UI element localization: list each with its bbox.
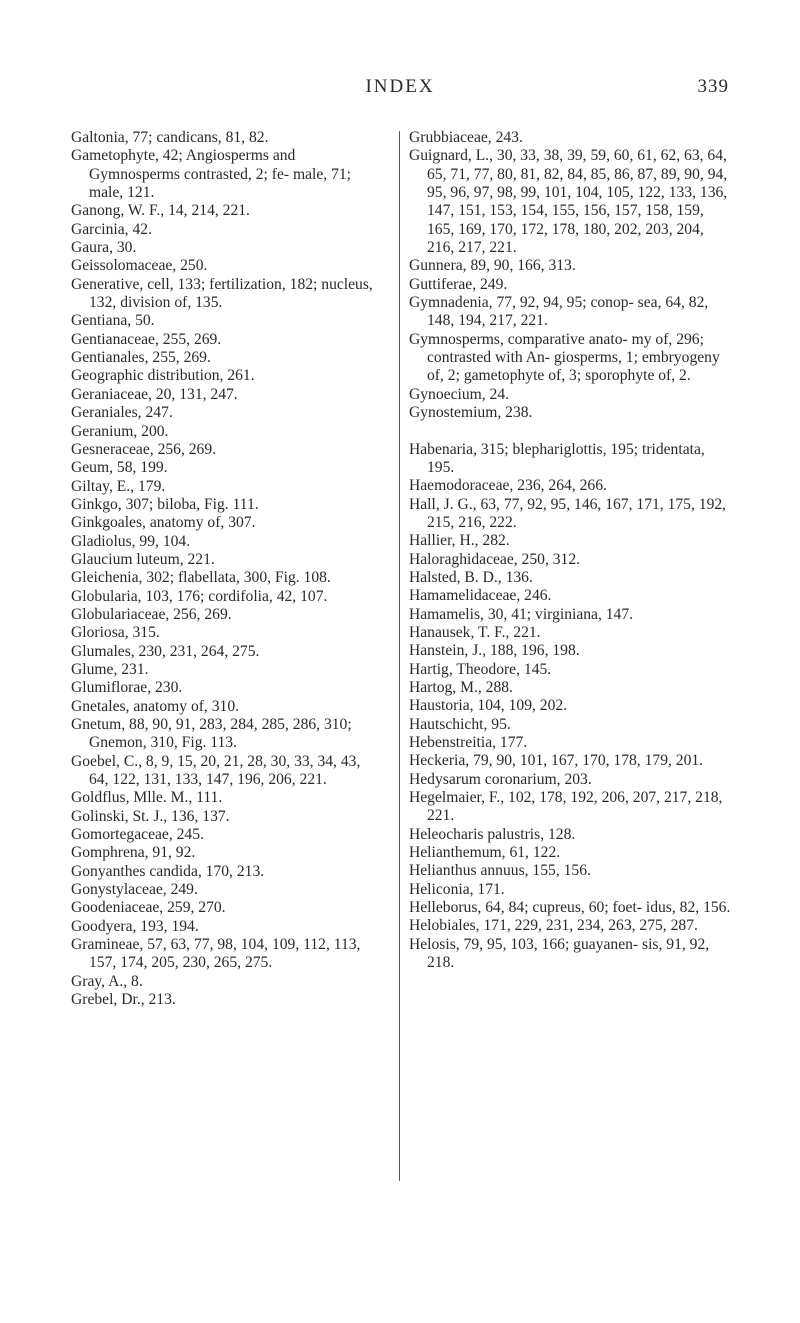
index-entry: Hebenstreitia, 177. [409,734,528,751]
index-column-right [409,129,732,972]
index-entry: Helleborus, 64, 84; cupreus, 60; foet- idus, 82, 156. [409,899,731,917]
index-entry: Geum, 58, 199. [71,459,168,477]
index-entry: Grubbiaceae, 243. [409,129,523,146]
index-entry: Goldflus, Mlle. M., 111. [71,789,223,807]
index-entry: Generative, cell, 133; fertilization, 182; nucleus, 132, division of, 135. [71,275,373,312]
index-entry: Grebel, Dr., 213. [71,991,176,1009]
index-entry: Glumales, 230, 231, 264, 275. [71,642,260,660]
index-entry: Glaucium luteum, 221. [71,550,215,568]
index-entry: Gloriosa, 315. [71,624,160,642]
index-entry: Geranium, 200. [71,422,169,440]
index-entry: Haloraghidaceae, 250, 312. [409,550,581,568]
index-entry: Haemodoraceae, 236, 264, 266. [409,477,607,495]
index-entry: Gonystylaceae, 249. [71,881,198,899]
index-entry: Goodeniaceae, 259, 270. [71,899,226,917]
index-entry: Gynoecium, 24. [409,385,510,403]
page-number: 339 [697,76,729,97]
index-entry: Gonyanthes candida, 170, 213. [71,862,265,880]
index-column-left [71,129,383,1010]
page-header [0,76,800,104]
index-entry: Goebel, C., 8, 9, 15, 20, 21, 28, 30, 33, 34, 43, 64, 122, 131, 133, 147, 196, 206, 221. [71,752,361,789]
index-entry: Gomphrena, 91, 92. [71,844,196,862]
index-entry: Gunnera, 89, 90, 166, 313. [409,257,576,275]
index-entry: Hall, J. G., 63, 77, 92, 95, 146, 167, 171, 175, 192, 215, 216, 222. [409,495,727,531]
index-entry: Ginkgoales, anatomy of, 307. [71,514,256,532]
index-entry: Guttiferae, 249. [409,275,508,293]
index-entry: Golinski, St. J., 136, 137. [71,807,230,825]
index-entry: Gomortegaceae, 245. [71,826,204,844]
index-entry: Globulariaceae, 256, 269. [71,605,232,623]
index-entry: Glumiflorae, 230. [71,679,183,697]
index-entry: Gametophyte, 42; Angiosperms and Gymnosperms contrasted, 2; fe- male, 71; male, 121. [71,147,351,202]
index-entry: Geraniaceae, 20, 131, 247. [71,385,238,403]
index-entry: Hamamelis, 30, 41; virginiana, 147. [409,605,634,623]
index-entry: Gymnosperms, comparative anato- my of, 296; contrasted with An- giosperms, 1; embryogeny of, 2; gametophyte of, 3; sporophyte of, 2. [409,330,720,385]
index-entry: Halsted, B. D., 136. [409,568,533,586]
index-entry: Hartig, Theodore, 145. [409,660,552,678]
running-head-title: INDEX [365,76,435,97]
index-entry: Hautschicht, 95. [409,715,511,733]
index-entry: Gentiana, 50. [71,312,155,330]
index-entry: Galtonia, 77; candicans, 81, 82. [71,129,269,146]
column-divider [399,131,400,1181]
index-entry: Gesneraceae, 256, 269. [71,440,217,458]
index-entry: Gleichenia, 302; flabellata, 300, Fig. 108. [71,569,331,587]
index-entry: Hedysarum coronarium, 203. [409,770,592,788]
index-entry: Heckeria, 79, 90, 101, 167, 170, 178, 179, 201. [409,752,704,770]
index-entry: Habenaria, 315; blephariglottis, 195; tridentata, 195. [409,440,705,476]
index-entry: Globularia, 103, 176; cordifolia, 42, 107. [71,587,328,605]
index-entry: Gnetales, anatomy of, 310. [71,697,240,715]
index-entry: Gentianaceae, 255, 269. [71,330,222,348]
index-entry: Hanausek, T. F., 221. [409,623,541,641]
index-entry: Haustoria, 104, 109, 202. [409,697,568,715]
index-entry: Gnetum, 88, 90, 91, 283, 284, 285, 286, 310; Gnemon, 310, Fig. 113. [71,716,352,752]
index-entry: Ganong, W. F., 14, 214, 221. [71,202,250,220]
index-entry: Ginkgo, 307; biloba, Fig. 111. [71,495,259,513]
index-entry: Gray, A., 8. [71,972,143,990]
index-entry: Hartog, M., 288. [409,678,513,696]
index-entry: Geissolomaceae, 250. [71,257,208,275]
index-entry: Gramineae, 57, 63, 77, 98, 104, 109, 112, 113, 157, 174, 205, 230, 265, 275. [71,936,361,972]
index-entry: Helianthus annuus, 155, 156. [409,862,591,880]
index-entry: Gladiolus, 99, 104. [71,532,191,550]
index-entry: Hanstein, J., 188, 196, 198. [409,642,580,660]
index-entry: Heleocharis palustris, 128. [409,825,576,843]
index-entry: Hegelmaier, F., 102, 178, 192, 206, 207, 217, 218, 221. [409,789,723,825]
index-entry: Gaura, 30. [71,239,137,257]
index-entry: Goodyera, 193, 194. [71,917,199,935]
index-entry: Guignard, L., 30, 33, 38, 39, 59, 60, 61, 62, 63, 64, 65, 71, 77, 80, 81, 82, 84, 85, 86, 87, 89, 90, 94, 95, 96, 97, 98, 99, 101, 104, 105, 122, 133, 136, 147, 151, 153, 154, 155, 156, 157, 158, 159, 165, 169, 170, 172, 178, 180, 202, 203, 204, 216, 217, 221. [409,147,728,257]
section-gap [409,423,732,441]
index-entry: Helianthemum, 61, 122. [409,844,561,862]
index-entry: Helosis, 79, 95, 103, 166; guayanen- sis, 91, 92, 218. [409,935,710,972]
index-entry: Hamamelidaceae, 246. [409,587,552,605]
index-entry: Gentianales, 255, 269. [71,349,211,367]
index-entry: Garcinia, 42. [71,220,152,238]
index-entry: Giltay, E., 179. [71,477,166,495]
index-entry: Helobiales, 171, 229, 231, 234, 263, 275, 287. [409,917,698,935]
index-entry: Hallier, H., 282. [409,532,510,550]
index-entry: Geraniales, 247. [71,404,173,422]
index-entry: Gynostemium, 238. [409,404,533,422]
index-entry: Gymnadenia, 77, 92, 94, 95; conop- sea, 64, 82, 148, 194, 217, 221. [409,294,709,330]
index-entry: Geographic distribution, 261. [71,367,255,385]
index-entry: Glume, 231. [71,660,149,678]
index-entry: Heliconia, 171. [409,880,505,898]
